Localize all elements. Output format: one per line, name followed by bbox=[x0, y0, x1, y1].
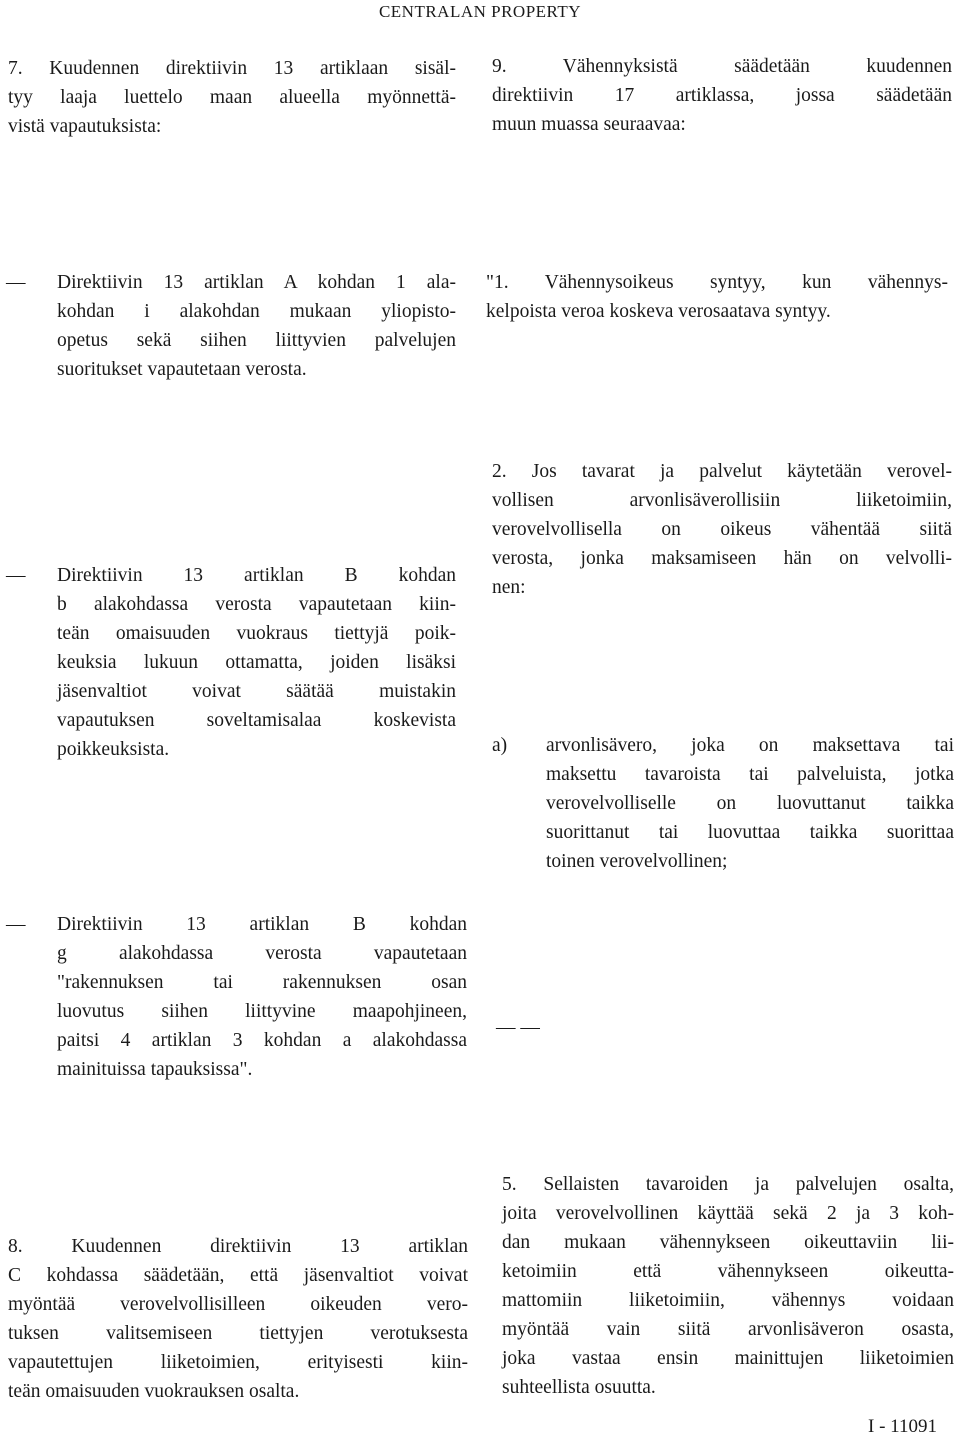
text-line: 8. Kuudennen direktiivin 13 artiklan bbox=[8, 1236, 468, 1257]
paragraph-9 bbox=[492, 52, 952, 139]
text-line: 9. Vähennyksistä säädetään kuudennen bbox=[492, 56, 952, 77]
text-line: vapautuksen soveltamisalaa koskevista bbox=[57, 710, 456, 731]
text-line: jäsenvaltiot voivat säätää muistakin bbox=[57, 681, 456, 702]
list-dash: — bbox=[6, 272, 26, 293]
text-line: kohdan i alakohdan mukaan yliopisto- bbox=[57, 301, 456, 322]
quote-paragraph-5 bbox=[502, 1170, 954, 1402]
list-dash: — bbox=[6, 914, 26, 935]
text-line: toinen verovelvollinen; bbox=[546, 851, 728, 872]
text-line: "rakennuksen tai rakennuksen osan bbox=[57, 972, 467, 993]
omission-mark: — — bbox=[496, 1017, 540, 1038]
text-line: maksettu tavaroista tai palveluista, jotka bbox=[546, 764, 954, 785]
paragraph-7 bbox=[8, 54, 456, 141]
text-line: myöntää vain siitä arvonlisäveron osasta, bbox=[502, 1319, 954, 1340]
text-line: suorittanut tai luovuttaa taikka suorittaa bbox=[546, 822, 954, 843]
text-line: teän omaisuuden vuokrauksen osalta. bbox=[8, 1381, 300, 1402]
text-line: suhteellista osuutta. bbox=[502, 1377, 656, 1398]
text-line: tyy laaja luettelo maan alueella myönnettä- bbox=[8, 87, 456, 108]
paragraph-8 bbox=[8, 1232, 468, 1406]
list-item-g bbox=[57, 910, 467, 1084]
text-line: b alakohdassa verosta vapautetaan kiin- bbox=[57, 594, 456, 615]
text-line: paitsi 4 artiklan 3 kohdan a alakohdassa bbox=[57, 1030, 467, 1051]
text-line: keuksia lukuun ottamatta, joiden lisäksi bbox=[57, 652, 456, 673]
text-line: dan mukaan vähennykseen oikeuttaviin lii- bbox=[502, 1232, 954, 1253]
text-line: ketoimiin että vähennykseen oikeutta- bbox=[502, 1261, 954, 1282]
text-line: teän omaisuuden vuokraus tiettyjä poik- bbox=[57, 623, 456, 644]
text-line: Direktiivin 13 artiklan A kohdan 1 ala- bbox=[57, 272, 456, 293]
text-line: myöntää verovelvollisilleen oikeuden vero- bbox=[8, 1294, 468, 1315]
item-label-a: a) bbox=[492, 735, 508, 756]
text-line: luovutus siihen liittyvine maapohjineen, bbox=[57, 1001, 467, 1022]
text-line: Direktiivin 13 artiklan B kohdan bbox=[57, 914, 467, 935]
text-line: nen: bbox=[492, 577, 526, 598]
text-line: kelpoista veroa koskeva verosaatava syntyy. bbox=[486, 301, 831, 322]
text-line: joka vastaa ensin mainittujen liiketoimien bbox=[502, 1348, 954, 1369]
list-dash: — bbox=[6, 565, 26, 586]
text-line: suoritukset vapautetaan verosta. bbox=[57, 359, 307, 380]
text-line: joita verovelvollinen käyttää sekä 2 ja 3 koh- bbox=[502, 1203, 954, 1224]
text-line: "1. Vähennysoikeus syntyy, kun vähennys- bbox=[486, 272, 948, 293]
text-line: vapautettujen liiketoimien, erityisesti kiin- bbox=[8, 1352, 468, 1373]
text-line: vistä vapautuksista: bbox=[8, 116, 162, 137]
text-line: verovelvollisella on oikeus vähentää siitä bbox=[492, 519, 952, 540]
text-line: g alakohdassa verosta vapautetaan bbox=[57, 943, 467, 964]
quote-item-a bbox=[546, 731, 954, 876]
text-line: vollisen arvonlisäverollisiin liiketoimiin, bbox=[492, 490, 952, 511]
text-line: direktiivin 17 artiklassa, jossa säädetään bbox=[492, 85, 952, 106]
text-line: poikkeuksista. bbox=[57, 739, 170, 760]
text-line: 2. Jos tavarat ja palvelut käytetään verovel- bbox=[492, 461, 952, 482]
text-line: mainituissa tapauksissa". bbox=[57, 1059, 253, 1080]
text-line: opetus sekä siihen liittyvien palvelujen bbox=[57, 330, 456, 351]
text-line: 7. Kuudennen direktiivin 13 artiklaan sisäl- bbox=[8, 58, 456, 79]
list-item-b bbox=[57, 561, 456, 764]
page-number: I - 11091 bbox=[868, 1416, 937, 1437]
text-line: verosta, jonka maksamiseen hän on velvolli- bbox=[492, 548, 952, 569]
page-header: CENTRALAN PROPERTY bbox=[378, 2, 582, 21]
list-item-a bbox=[57, 268, 456, 384]
text-line: muun muassa seuraavaa: bbox=[492, 114, 686, 135]
text-line: 5. Sellaisten tavaroiden ja palvelujen osalta, bbox=[502, 1174, 954, 1195]
text-line: verovelvolliselle on luovuttanut taikka bbox=[546, 793, 954, 814]
text-line: tuksen valitsemiseen tiettyjen verotuksesta bbox=[8, 1323, 468, 1344]
quote-paragraph-2 bbox=[492, 457, 952, 602]
text-line: arvonlisävero, joka on maksettava tai bbox=[546, 735, 954, 756]
quote-paragraph-1 bbox=[486, 268, 948, 326]
text-line: Direktiivin 13 artiklan B kohdan bbox=[57, 565, 456, 586]
text-line: C kohdassa säädetään, että jäsenvaltiot voivat bbox=[8, 1265, 468, 1286]
text-line: mattomiin liiketoimiin, vähennys voidaan bbox=[502, 1290, 954, 1311]
